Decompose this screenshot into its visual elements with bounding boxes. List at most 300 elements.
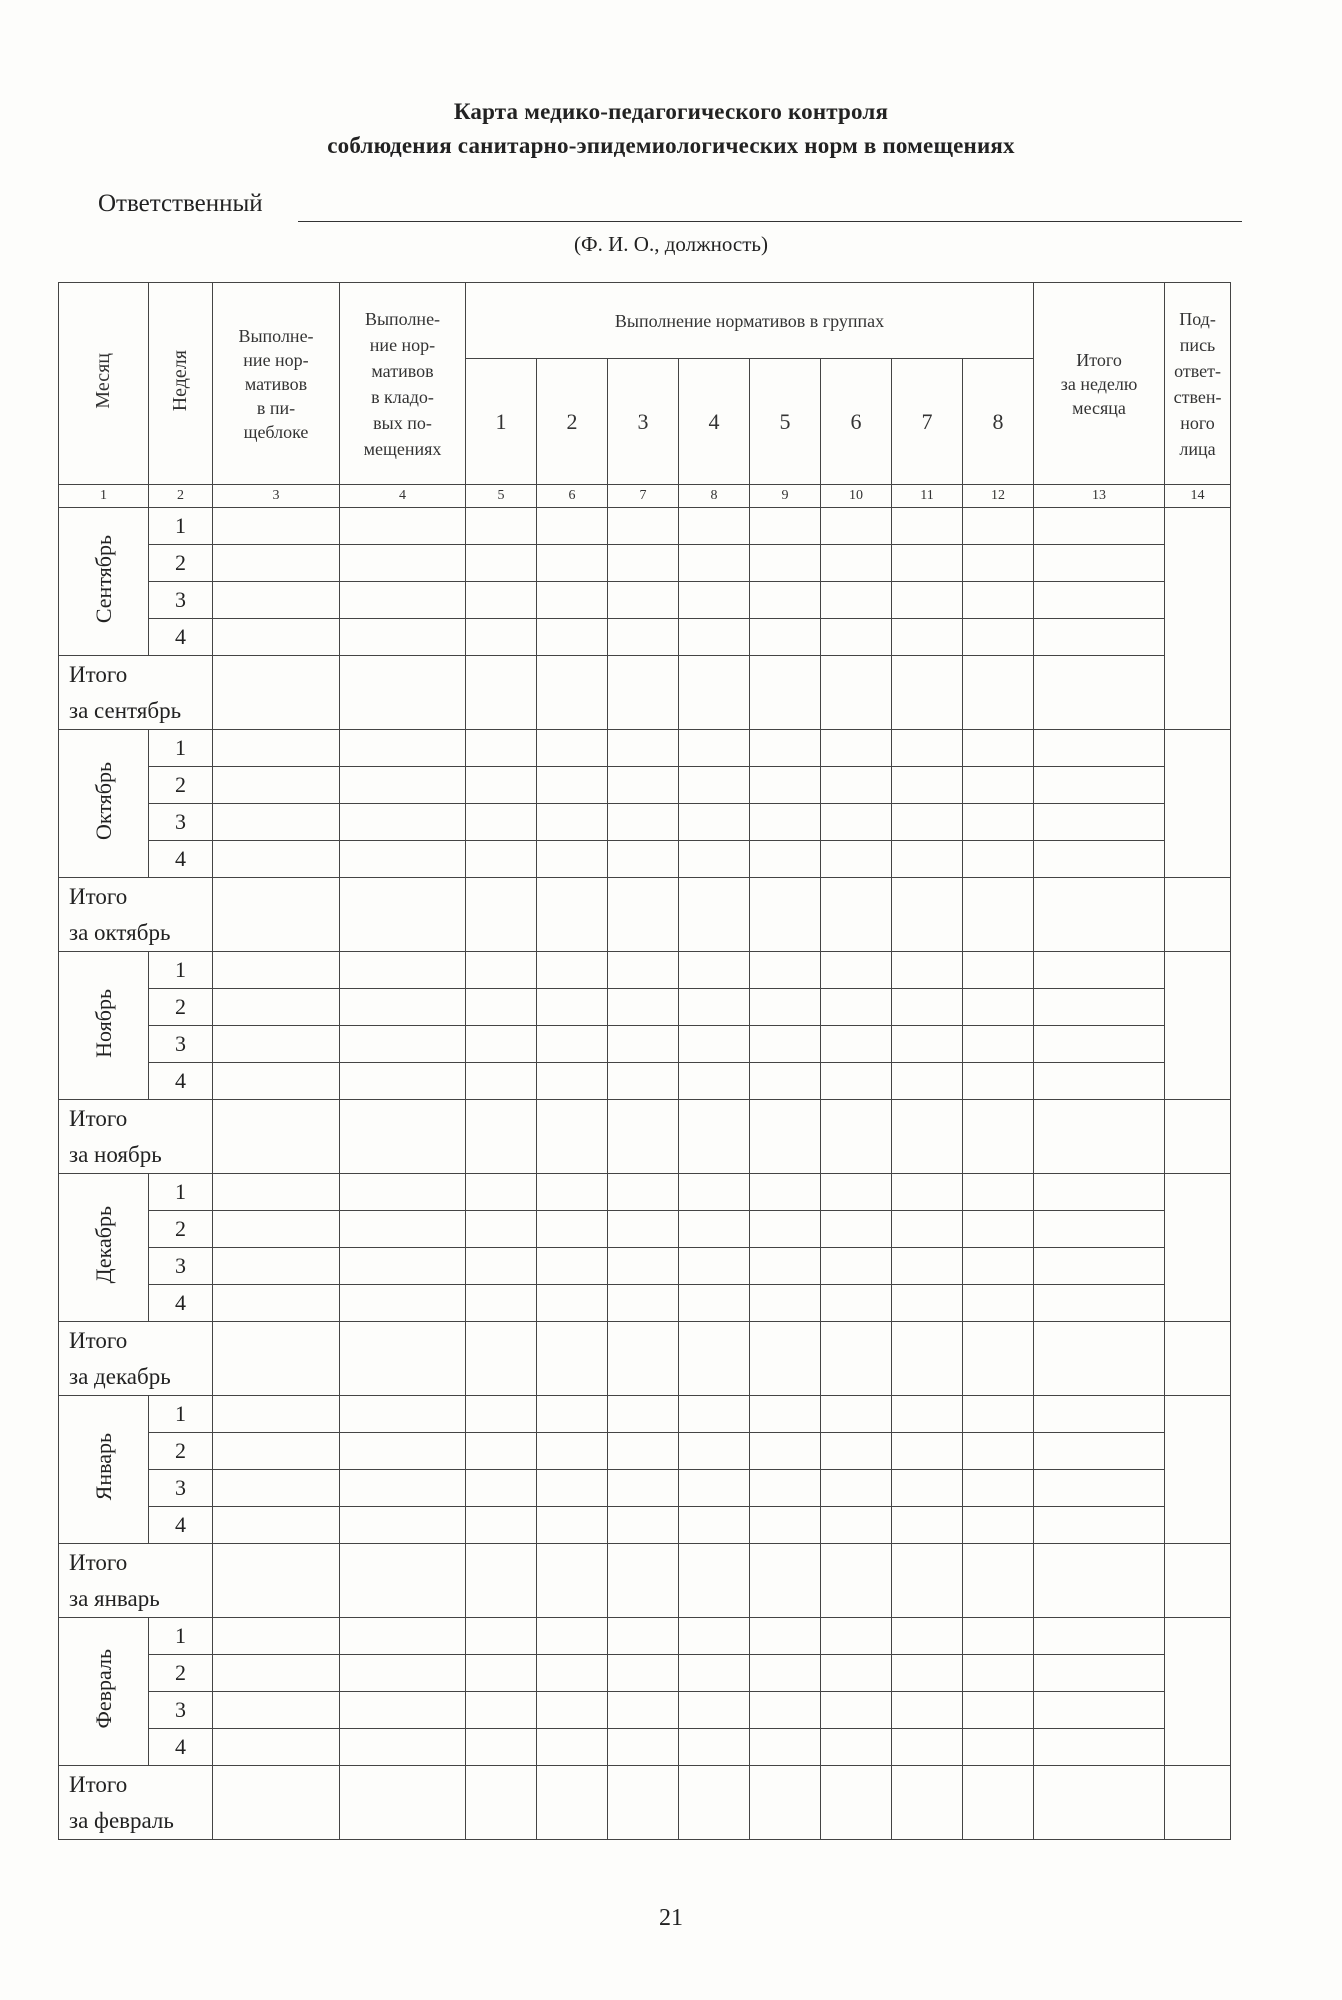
entry-cell[interactable]	[537, 1396, 608, 1433]
entry-cell[interactable]	[213, 582, 340, 619]
entry-cell[interactable]	[340, 1211, 466, 1248]
entry-cell[interactable]	[340, 1470, 466, 1507]
total-entry-cell[interactable]	[679, 1322, 750, 1396]
entry-cell[interactable]	[963, 582, 1034, 619]
entry-cell[interactable]	[537, 545, 608, 582]
total-entry-cell[interactable]	[963, 878, 1034, 952]
entry-cell[interactable]	[466, 545, 537, 582]
entry-cell[interactable]	[821, 1618, 892, 1655]
entry-cell[interactable]	[679, 1026, 750, 1063]
total-entry-cell[interactable]	[537, 878, 608, 952]
entry-cell[interactable]	[750, 767, 821, 804]
entry-cell[interactable]	[608, 1618, 679, 1655]
entry-cell[interactable]	[466, 1692, 537, 1729]
entry-cell[interactable]	[537, 1211, 608, 1248]
entry-cell[interactable]	[608, 1655, 679, 1692]
entry-cell[interactable]	[466, 1618, 537, 1655]
total-entry-cell[interactable]	[213, 1766, 340, 1840]
total-entry-cell[interactable]	[679, 656, 750, 730]
entry-cell[interactable]	[963, 1655, 1034, 1692]
entry-cell[interactable]	[892, 619, 963, 656]
entry-cell[interactable]	[892, 1729, 963, 1766]
entry-cell[interactable]	[608, 619, 679, 656]
entry-cell[interactable]	[537, 1248, 608, 1285]
total-entry-cell[interactable]	[963, 1544, 1034, 1618]
total-entry-cell[interactable]	[750, 1544, 821, 1618]
entry-cell[interactable]	[213, 767, 340, 804]
entry-cell[interactable]	[750, 1655, 821, 1692]
entry-cell[interactable]	[892, 1655, 963, 1692]
entry-cell[interactable]	[213, 1248, 340, 1285]
entry-cell[interactable]	[892, 1470, 963, 1507]
entry-cell[interactable]	[963, 1174, 1034, 1211]
signature-cell[interactable]	[1165, 1322, 1231, 1396]
entry-cell[interactable]	[892, 1211, 963, 1248]
entry-cell[interactable]	[963, 804, 1034, 841]
entry-cell[interactable]	[679, 804, 750, 841]
total-entry-cell[interactable]	[537, 656, 608, 730]
entry-cell[interactable]	[466, 952, 537, 989]
total-entry-cell[interactable]	[537, 1100, 608, 1174]
entry-cell[interactable]	[679, 545, 750, 582]
entry-cell[interactable]	[750, 1729, 821, 1766]
entry-cell[interactable]	[537, 508, 608, 545]
entry-cell[interactable]	[1034, 1470, 1165, 1507]
total-entry-cell[interactable]	[963, 1766, 1034, 1840]
entry-cell[interactable]	[963, 1063, 1034, 1100]
entry-cell[interactable]	[213, 1174, 340, 1211]
entry-cell[interactable]	[340, 545, 466, 582]
total-entry-cell[interactable]	[750, 1766, 821, 1840]
total-entry-cell[interactable]	[340, 1544, 466, 1618]
entry-cell[interactable]	[213, 1063, 340, 1100]
entry-cell[interactable]	[963, 1248, 1034, 1285]
entry-cell[interactable]	[466, 841, 537, 878]
entry-cell[interactable]	[213, 1692, 340, 1729]
entry-cell[interactable]	[892, 545, 963, 582]
total-entry-cell[interactable]	[608, 1766, 679, 1840]
entry-cell[interactable]	[608, 582, 679, 619]
entry-cell[interactable]	[892, 841, 963, 878]
signature-cell[interactable]	[1165, 952, 1231, 1100]
entry-cell[interactable]	[750, 1026, 821, 1063]
entry-cell[interactable]	[821, 804, 892, 841]
entry-cell[interactable]	[537, 1470, 608, 1507]
entry-cell[interactable]	[750, 841, 821, 878]
signature-cell[interactable]	[1165, 730, 1231, 878]
entry-cell[interactable]	[892, 730, 963, 767]
entry-cell[interactable]	[213, 1507, 340, 1544]
total-entry-cell[interactable]	[1034, 656, 1165, 730]
total-entry-cell[interactable]	[963, 656, 1034, 730]
entry-cell[interactable]	[537, 1729, 608, 1766]
entry-cell[interactable]	[1034, 582, 1165, 619]
signature-cell[interactable]	[1165, 1396, 1231, 1544]
total-entry-cell[interactable]	[213, 1322, 340, 1396]
entry-cell[interactable]	[608, 1692, 679, 1729]
entry-cell[interactable]	[750, 508, 821, 545]
total-entry-cell[interactable]	[679, 1100, 750, 1174]
entry-cell[interactable]	[963, 1285, 1034, 1322]
entry-cell[interactable]	[963, 1026, 1034, 1063]
entry-cell[interactable]	[213, 730, 340, 767]
entry-cell[interactable]	[679, 1396, 750, 1433]
total-entry-cell[interactable]	[821, 1766, 892, 1840]
entry-cell[interactable]	[963, 545, 1034, 582]
entry-cell[interactable]	[340, 952, 466, 989]
entry-cell[interactable]	[537, 952, 608, 989]
entry-cell[interactable]	[892, 952, 963, 989]
entry-cell[interactable]	[750, 1470, 821, 1507]
entry-cell[interactable]	[608, 1433, 679, 1470]
entry-cell[interactable]	[821, 767, 892, 804]
entry-cell[interactable]	[1034, 1433, 1165, 1470]
total-entry-cell[interactable]	[892, 1322, 963, 1396]
entry-cell[interactable]	[340, 1285, 466, 1322]
entry-cell[interactable]	[340, 1433, 466, 1470]
entry-cell[interactable]	[892, 989, 963, 1026]
entry-cell[interactable]	[963, 952, 1034, 989]
entry-cell[interactable]	[340, 1618, 466, 1655]
entry-cell[interactable]	[340, 730, 466, 767]
entry-cell[interactable]	[1034, 989, 1165, 1026]
entry-cell[interactable]	[679, 619, 750, 656]
total-entry-cell[interactable]	[1034, 878, 1165, 952]
entry-cell[interactable]	[821, 1396, 892, 1433]
entry-cell[interactable]	[892, 1063, 963, 1100]
entry-cell[interactable]	[340, 767, 466, 804]
total-entry-cell[interactable]	[1034, 1766, 1165, 1840]
entry-cell[interactable]	[679, 1285, 750, 1322]
entry-cell[interactable]	[1034, 508, 1165, 545]
entry-cell[interactable]	[466, 1248, 537, 1285]
entry-cell[interactable]	[213, 952, 340, 989]
entry-cell[interactable]	[466, 619, 537, 656]
entry-cell[interactable]	[679, 508, 750, 545]
entry-cell[interactable]	[750, 1063, 821, 1100]
entry-cell[interactable]	[892, 582, 963, 619]
entry-cell[interactable]	[608, 1470, 679, 1507]
entry-cell[interactable]	[750, 1248, 821, 1285]
entry-cell[interactable]	[466, 1433, 537, 1470]
total-entry-cell[interactable]	[892, 1100, 963, 1174]
entry-cell[interactable]	[537, 767, 608, 804]
entry-cell[interactable]	[466, 1507, 537, 1544]
entry-cell[interactable]	[821, 1285, 892, 1322]
total-entry-cell[interactable]	[892, 1766, 963, 1840]
total-entry-cell[interactable]	[821, 878, 892, 952]
entry-cell[interactable]	[608, 804, 679, 841]
entry-cell[interactable]	[213, 1433, 340, 1470]
total-entry-cell[interactable]	[466, 1322, 537, 1396]
total-entry-cell[interactable]	[679, 1544, 750, 1618]
entry-cell[interactable]	[1034, 1618, 1165, 1655]
entry-cell[interactable]	[340, 508, 466, 545]
entry-cell[interactable]	[608, 989, 679, 1026]
total-entry-cell[interactable]	[340, 878, 466, 952]
total-entry-cell[interactable]	[466, 1766, 537, 1840]
entry-cell[interactable]	[963, 767, 1034, 804]
entry-cell[interactable]	[1034, 1026, 1165, 1063]
total-entry-cell[interactable]	[963, 1322, 1034, 1396]
entry-cell[interactable]	[750, 1692, 821, 1729]
entry-cell[interactable]	[340, 804, 466, 841]
entry-cell[interactable]	[821, 1063, 892, 1100]
total-entry-cell[interactable]	[750, 1322, 821, 1396]
entry-cell[interactable]	[608, 1211, 679, 1248]
entry-cell[interactable]	[466, 804, 537, 841]
entry-cell[interactable]	[537, 1618, 608, 1655]
entry-cell[interactable]	[1034, 841, 1165, 878]
entry-cell[interactable]	[892, 508, 963, 545]
entry-cell[interactable]	[821, 1211, 892, 1248]
entry-cell[interactable]	[466, 1174, 537, 1211]
entry-cell[interactable]	[679, 1433, 750, 1470]
signature-cell[interactable]	[1165, 878, 1231, 952]
total-entry-cell[interactable]	[340, 1322, 466, 1396]
entry-cell[interactable]	[821, 619, 892, 656]
entry-cell[interactable]	[340, 1174, 466, 1211]
entry-cell[interactable]	[537, 841, 608, 878]
entry-cell[interactable]	[537, 1507, 608, 1544]
entry-cell[interactable]	[892, 1026, 963, 1063]
total-entry-cell[interactable]	[213, 878, 340, 952]
total-entry-cell[interactable]	[608, 878, 679, 952]
entry-cell[interactable]	[750, 989, 821, 1026]
entry-cell[interactable]	[340, 1507, 466, 1544]
entry-cell[interactable]	[340, 1248, 466, 1285]
entry-cell[interactable]	[750, 545, 821, 582]
entry-cell[interactable]	[750, 1433, 821, 1470]
entry-cell[interactable]	[1034, 1174, 1165, 1211]
total-entry-cell[interactable]	[750, 1100, 821, 1174]
entry-cell[interactable]	[537, 1655, 608, 1692]
entry-cell[interactable]	[892, 1433, 963, 1470]
entry-cell[interactable]	[892, 1174, 963, 1211]
entry-cell[interactable]	[213, 841, 340, 878]
entry-cell[interactable]	[679, 1692, 750, 1729]
entry-cell[interactable]	[608, 1285, 679, 1322]
entry-cell[interactable]	[679, 1063, 750, 1100]
entry-cell[interactable]	[750, 619, 821, 656]
entry-cell[interactable]	[1034, 1507, 1165, 1544]
entry-cell[interactable]	[679, 1655, 750, 1692]
signature-cell[interactable]	[1165, 1618, 1231, 1766]
entry-cell[interactable]	[1034, 1729, 1165, 1766]
entry-cell[interactable]	[537, 730, 608, 767]
entry-cell[interactable]	[892, 1692, 963, 1729]
signature-cell[interactable]	[1165, 508, 1231, 730]
entry-cell[interactable]	[679, 767, 750, 804]
entry-cell[interactable]	[213, 1655, 340, 1692]
total-entry-cell[interactable]	[537, 1322, 608, 1396]
signature-cell[interactable]	[1165, 1544, 1231, 1618]
total-entry-cell[interactable]	[1034, 1322, 1165, 1396]
entry-cell[interactable]	[213, 989, 340, 1026]
entry-cell[interactable]	[213, 1470, 340, 1507]
entry-cell[interactable]	[213, 508, 340, 545]
entry-cell[interactable]	[466, 1211, 537, 1248]
total-entry-cell[interactable]	[466, 1100, 537, 1174]
entry-cell[interactable]	[608, 1174, 679, 1211]
entry-cell[interactable]	[466, 989, 537, 1026]
entry-cell[interactable]	[608, 1729, 679, 1766]
entry-cell[interactable]	[750, 730, 821, 767]
total-entry-cell[interactable]	[340, 1766, 466, 1840]
total-entry-cell[interactable]	[750, 878, 821, 952]
entry-cell[interactable]	[537, 619, 608, 656]
entry-cell[interactable]	[340, 1026, 466, 1063]
entry-cell[interactable]	[466, 767, 537, 804]
total-entry-cell[interactable]	[821, 1322, 892, 1396]
total-entry-cell[interactable]	[608, 1322, 679, 1396]
entry-cell[interactable]	[466, 1396, 537, 1433]
entry-cell[interactable]	[821, 1174, 892, 1211]
total-entry-cell[interactable]	[821, 656, 892, 730]
total-entry-cell[interactable]	[1034, 1100, 1165, 1174]
total-entry-cell[interactable]	[821, 1100, 892, 1174]
total-entry-cell[interactable]	[537, 1766, 608, 1840]
total-entry-cell[interactable]	[466, 878, 537, 952]
entry-cell[interactable]	[963, 1507, 1034, 1544]
entry-cell[interactable]	[892, 767, 963, 804]
entry-cell[interactable]	[466, 508, 537, 545]
entry-cell[interactable]	[750, 1507, 821, 1544]
entry-cell[interactable]	[1034, 767, 1165, 804]
entry-cell[interactable]	[963, 1470, 1034, 1507]
entry-cell[interactable]	[1034, 1285, 1165, 1322]
entry-cell[interactable]	[537, 1433, 608, 1470]
entry-cell[interactable]	[963, 841, 1034, 878]
total-entry-cell[interactable]	[340, 1100, 466, 1174]
signature-cell[interactable]	[1165, 1174, 1231, 1322]
total-entry-cell[interactable]	[892, 878, 963, 952]
entry-cell[interactable]	[679, 1507, 750, 1544]
entry-cell[interactable]	[608, 545, 679, 582]
entry-cell[interactable]	[750, 1174, 821, 1211]
entry-cell[interactable]	[679, 1174, 750, 1211]
total-entry-cell[interactable]	[679, 878, 750, 952]
entry-cell[interactable]	[466, 1729, 537, 1766]
entry-cell[interactable]	[821, 1655, 892, 1692]
total-entry-cell[interactable]	[213, 1100, 340, 1174]
entry-cell[interactable]	[892, 1396, 963, 1433]
total-entry-cell[interactable]	[213, 656, 340, 730]
entry-cell[interactable]	[340, 841, 466, 878]
entry-cell[interactable]	[821, 1692, 892, 1729]
entry-cell[interactable]	[340, 582, 466, 619]
total-entry-cell[interactable]	[1034, 1544, 1165, 1618]
total-entry-cell[interactable]	[963, 1100, 1034, 1174]
entry-cell[interactable]	[821, 1507, 892, 1544]
entry-cell[interactable]	[679, 841, 750, 878]
entry-cell[interactable]	[679, 1729, 750, 1766]
total-entry-cell[interactable]	[892, 1544, 963, 1618]
entry-cell[interactable]	[537, 582, 608, 619]
entry-cell[interactable]	[821, 1729, 892, 1766]
entry-cell[interactable]	[213, 1729, 340, 1766]
entry-cell[interactable]	[750, 804, 821, 841]
entry-cell[interactable]	[679, 1211, 750, 1248]
entry-cell[interactable]	[963, 1433, 1034, 1470]
entry-cell[interactable]	[340, 989, 466, 1026]
entry-cell[interactable]	[821, 508, 892, 545]
entry-cell[interactable]	[1034, 730, 1165, 767]
entry-cell[interactable]	[821, 952, 892, 989]
total-entry-cell[interactable]	[466, 1544, 537, 1618]
entry-cell[interactable]	[963, 1692, 1034, 1729]
entry-cell[interactable]	[1034, 1211, 1165, 1248]
entry-cell[interactable]	[608, 767, 679, 804]
entry-cell[interactable]	[750, 1618, 821, 1655]
entry-cell[interactable]	[821, 1026, 892, 1063]
entry-cell[interactable]	[340, 1396, 466, 1433]
entry-cell[interactable]	[963, 508, 1034, 545]
entry-cell[interactable]	[537, 1026, 608, 1063]
entry-cell[interactable]	[466, 1470, 537, 1507]
entry-cell[interactable]	[679, 1470, 750, 1507]
entry-cell[interactable]	[679, 730, 750, 767]
entry-cell[interactable]	[608, 1063, 679, 1100]
entry-cell[interactable]	[750, 952, 821, 989]
entry-cell[interactable]	[213, 1211, 340, 1248]
entry-cell[interactable]	[1034, 1655, 1165, 1692]
signature-cell[interactable]	[1165, 1766, 1231, 1840]
entry-cell[interactable]	[963, 1729, 1034, 1766]
entry-cell[interactable]	[821, 841, 892, 878]
entry-cell[interactable]	[892, 804, 963, 841]
entry-cell[interactable]	[340, 619, 466, 656]
entry-cell[interactable]	[821, 545, 892, 582]
entry-cell[interactable]	[750, 582, 821, 619]
total-entry-cell[interactable]	[340, 656, 466, 730]
entry-cell[interactable]	[608, 730, 679, 767]
entry-cell[interactable]	[892, 1618, 963, 1655]
entry-cell[interactable]	[608, 841, 679, 878]
entry-cell[interactable]	[537, 1692, 608, 1729]
entry-cell[interactable]	[821, 1433, 892, 1470]
entry-cell[interactable]	[466, 1063, 537, 1100]
entry-cell[interactable]	[1034, 1063, 1165, 1100]
entry-cell[interactable]	[213, 1285, 340, 1322]
entry-cell[interactable]	[340, 1729, 466, 1766]
entry-cell[interactable]	[213, 804, 340, 841]
entry-cell[interactable]	[608, 1396, 679, 1433]
entry-cell[interactable]	[1034, 1396, 1165, 1433]
signature-cell[interactable]	[1165, 1100, 1231, 1174]
total-entry-cell[interactable]	[213, 1544, 340, 1618]
entry-cell[interactable]	[213, 1396, 340, 1433]
entry-cell[interactable]	[340, 1692, 466, 1729]
entry-cell[interactable]	[679, 1618, 750, 1655]
entry-cell[interactable]	[537, 804, 608, 841]
entry-cell[interactable]	[892, 1248, 963, 1285]
entry-cell[interactable]	[608, 1026, 679, 1063]
entry-cell[interactable]	[821, 989, 892, 1026]
entry-cell[interactable]	[537, 1174, 608, 1211]
entry-cell[interactable]	[213, 1618, 340, 1655]
entry-cell[interactable]	[466, 582, 537, 619]
entry-cell[interactable]	[821, 1470, 892, 1507]
entry-cell[interactable]	[821, 582, 892, 619]
entry-cell[interactable]	[608, 1248, 679, 1285]
total-entry-cell[interactable]	[679, 1766, 750, 1840]
entry-cell[interactable]	[466, 1655, 537, 1692]
entry-cell[interactable]	[892, 1285, 963, 1322]
entry-cell[interactable]	[466, 1285, 537, 1322]
responsible-signature-line[interactable]	[298, 221, 1242, 222]
entry-cell[interactable]	[466, 730, 537, 767]
